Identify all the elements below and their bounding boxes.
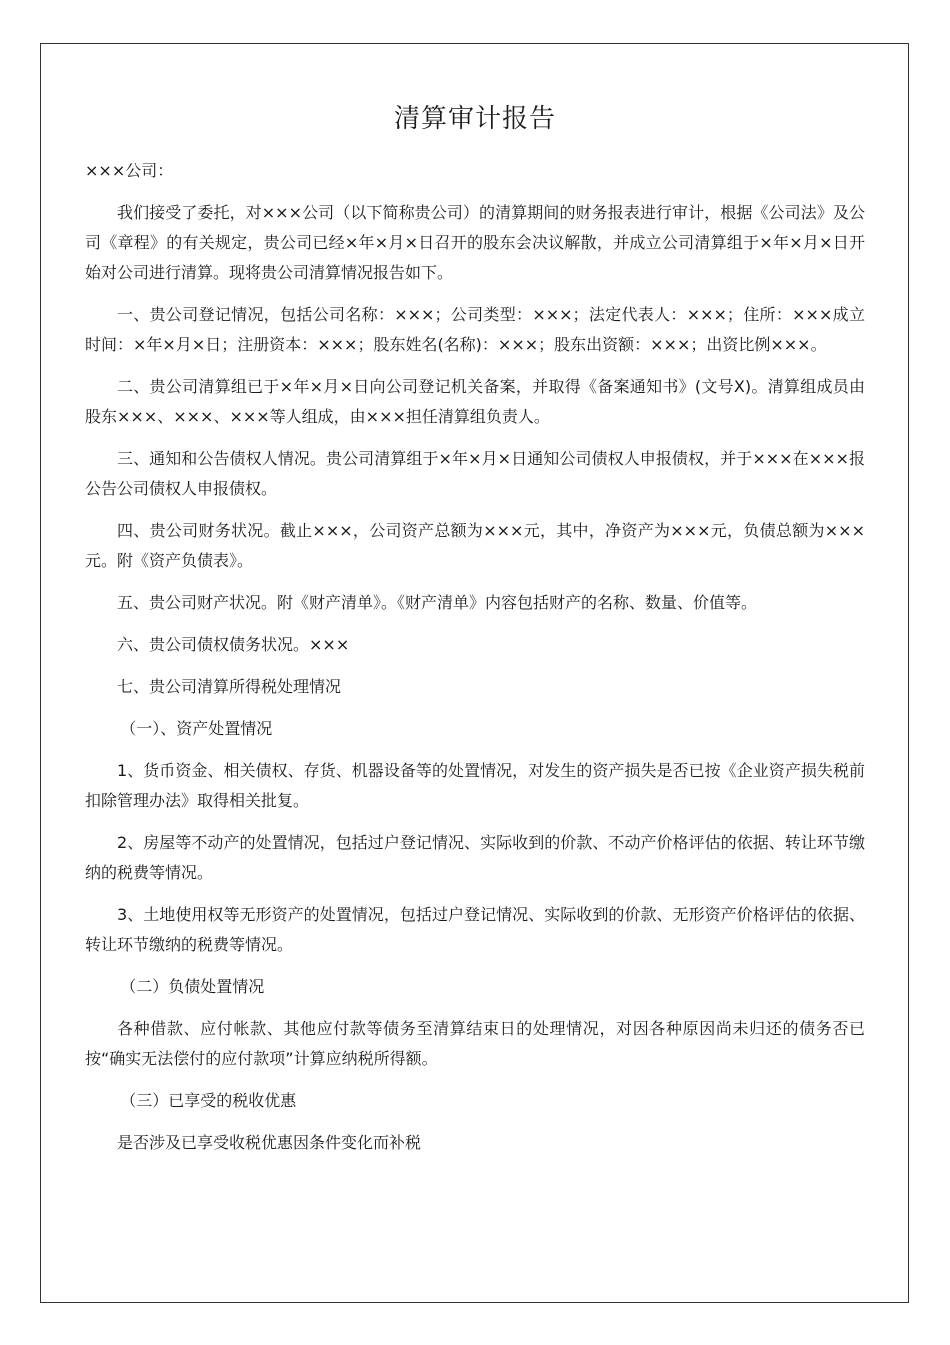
asset-disposal-item-2: 2、房屋等不动产的处置情况，包括过户登记情况、实际收到的价款、不动产价格评估的依据、转让环节缴纳的税费等情况。 — [85, 833, 865, 882]
tax-incentive-paragraph: 是否涉及已享受收税优惠因条件变化而补税 — [117, 1133, 422, 1152]
intro-paragraph: 我们接受了委托，对×××公司（以下简称贵公司）的清算期间的财务报表进行审计，根据《公司法》及公司《章程》的有关规定，贵公司已经×年×月×日召开的股东会决议解散，并成立公司清算组于×年×月×日开始对公司进行清算。现将贵公司清算情况报告如下。 — [85, 203, 865, 282]
section-property-status: 五、贵公司财产状况。附《财产清单》。《财产清单》内容包括财产的名称、数量、价值等。 — [117, 593, 758, 612]
asset-disposal-item-1: 1、货币资金、相关债权、存货、机器设备等的处置情况，对发生的资产损失是否已按《企业资产损失税前扣除管理办法》取得相关批复。 — [85, 761, 865, 810]
subsection-liability-title: （二）负债处置情况 — [120, 977, 265, 996]
document-title: 清算审计报告 — [393, 104, 556, 134]
subsection-asset-disposal-title: （一）、资产处置情况 — [120, 719, 273, 738]
subsection-tax-incentive-title: （三）已享受的税收优惠 — [120, 1091, 297, 1110]
section-financial-status: 四、贵公司财务状况。截止×××，公司资产总额为×××元，其中，净资产为×××元，负债总额为×××元。附《资产负债表》。 — [85, 521, 865, 570]
section-income-tax: 七、贵公司清算所得税处理情况 — [117, 677, 342, 696]
document-body — [85, 100, 865, 1170]
section-debt-status: 六、贵公司债权债务状况。××× — [117, 635, 350, 654]
section-creditor-notice: 三、通知和公告债权人情况。贵公司清算组于×年×月×日通知公司债权人申报债权，并于×××在×××报公告公司债权人申报债权。 — [85, 449, 865, 498]
section-registration: 一、贵公司登记情况，包括公司名称：×××；公司类型：×××；法定代表人：×××；住所：×××成立时间：×年×月×日；注册资本：×××；股东姓名(名称)：×××；股东出资额：×××；出资比例×××。 — [85, 305, 865, 354]
salutation: ×××公司： — [85, 161, 174, 180]
liability-paragraph: 各种借款、应付帐款、其他应付款等债务至清算结束日的处理情况，对因各种原因尚未归还的债务否已按“确实无法偿付的应付款项”计算应纳税所得额。 — [85, 1019, 865, 1068]
section-liquidation-group: 二、贵公司清算组已于×年×月×日向公司登记机关备案，并取得《备案通知书》(文号X)。清算组成员由股东×××、×××、×××等人组成，由×××担任清算组负责人。 — [85, 377, 865, 426]
asset-disposal-item-3: 3、土地使用权等无形资产的处置情况，包括过户登记情况、实际收到的价款、无形资产价格评估的依据、转让环节缴纳的税费等情况。 — [85, 905, 865, 954]
